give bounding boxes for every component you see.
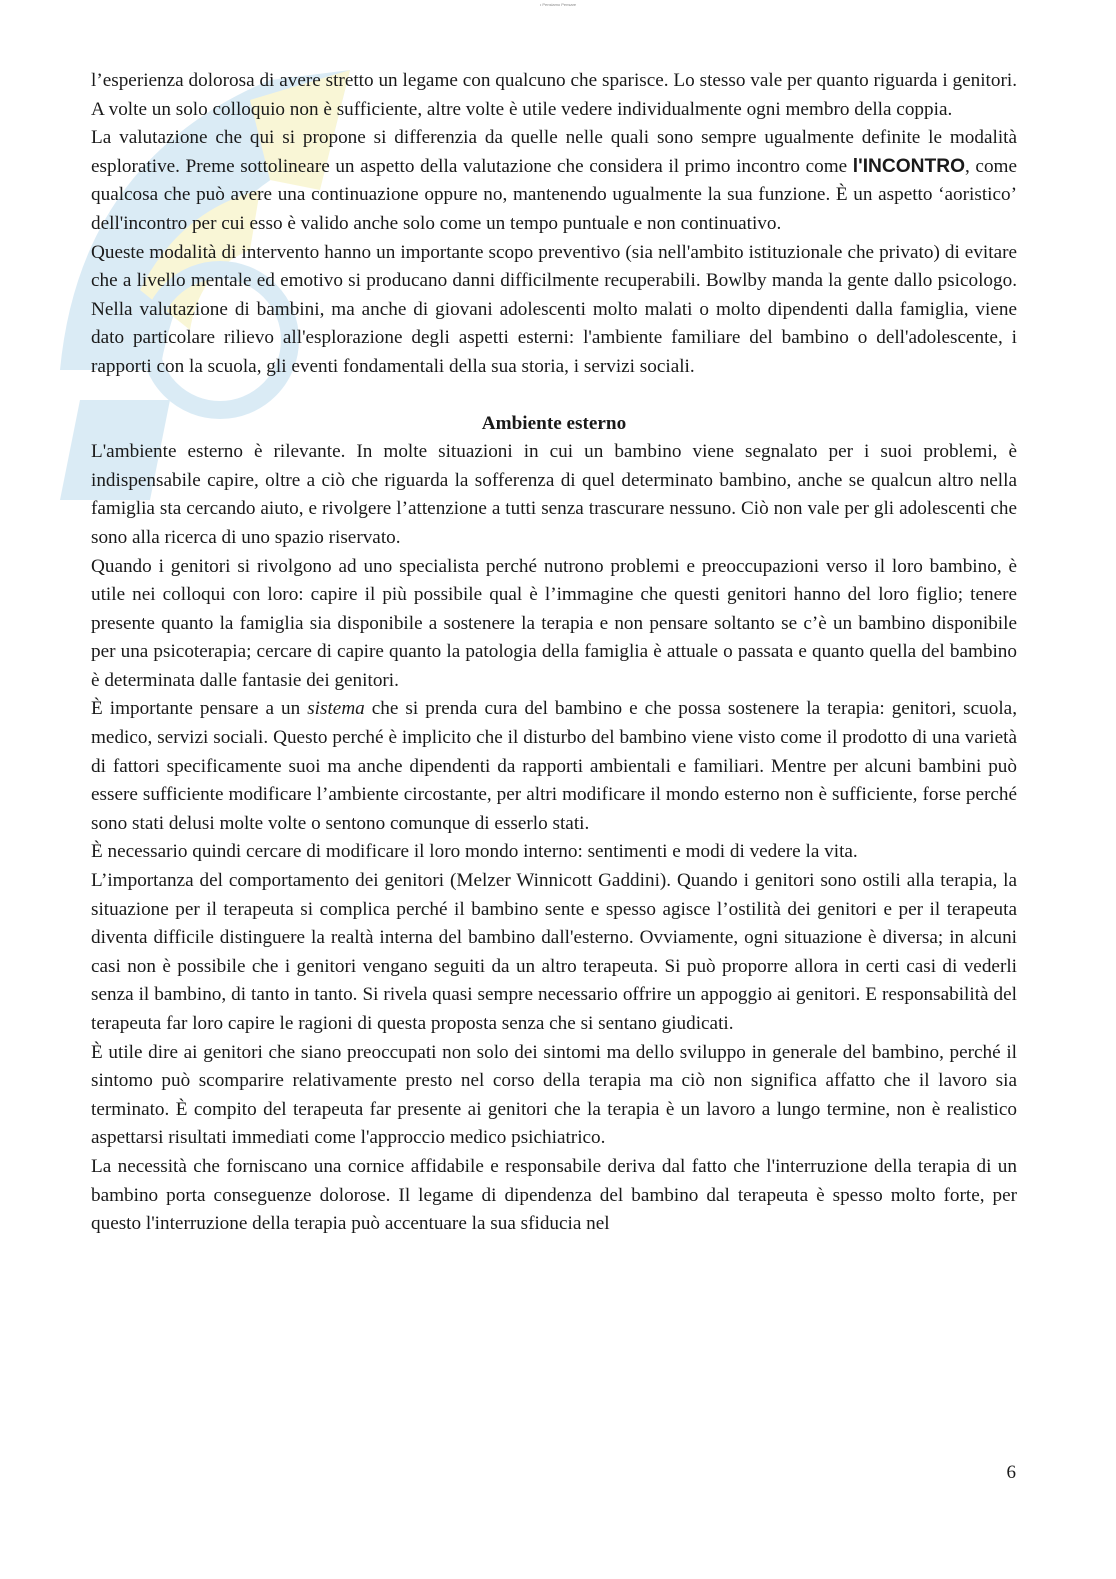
document-body <box>91 67 1017 1239</box>
header-mark: • Pensiamo Pensare <box>539 2 577 7</box>
section-paragraph-1: L'ambiente esterno è rilevante. In molte situazioni in cui un bambino viene segnalato per i suoi problemi, è indispensabile capire, oltre a ciò che riguarda la sofferenza di quel determinato bambino, anche se qualcun altro nella famiglia sta cercando aiuto, e rivolgere l’attenzione a tutti senza trascurare nessuno. Ciò non vale per gli adolescenti che sono alla ricerca di uno spazio riservato. <box>91 441 1017 548</box>
emphasis-incontro: l'INCONTRO <box>852 155 966 177</box>
section-paragraph-3: È importante pensare a un sistema che si prenda cura del bambino e che possa sostenere la terapia: genitori, scuola, medico, servizi sociali. Questo perché è implicito che il disturbo del bambino viene visto come il prodotto di una varietà di fattori specificamente suoi ma anche dipendenti da rapporti ambientali e familiari. Mentre per alcuni bambini può essere sufficiente modificare l’ambiente circostante, per altri modificare il mondo esterno non è sufficiente, forse perché sono stati delusi molte volte o sentono comunque di esserlo stati. <box>91 698 1017 834</box>
paragraph-3: Queste modalità di intervento hanno un importante scopo preventivo (sia nell'ambito istituzionale che privato) di evitare che a livello mentale ed emotivo si producano danni difficilmente recuperabili. Bowlby manda la gente dallo psicologo. Nella valutazione di bambini, ma anche di giovani adolescenti molto malati o molto dipendenti dalla famiglia, viene dato particolare rilievo all'esplorazione degli aspetti esterni: l'ambiente familiare del bambino o dell'adolescente, i rapporti con la scuola, gli eventi fondamentali della sua storia, i servizi sociali. <box>91 241 1017 377</box>
paragraph-1: l’esperienza dolorosa di avere stretto un legame con qualcuno che sparisce. Lo stesso vale per quanto riguarda i genitori. A volte un solo colloquio non è sufficiente, altre volte è utile vedere individualmente ogni membro della coppia. <box>91 70 1017 120</box>
section-paragraph-2: Quando i genitori si rivolgono ad uno specialista perché nutrono problemi e preoccupazioni verso il loro bambino, è utile nei colloqui con loro: capire il più possibile qual è l’immagine che questi genitori hanno del loro figlio; tenere presente quanto la famiglia sia disponibile a sostenere la terapia e non pensare soltanto se c’è un bambino disponibile per una psicoterapia; cercare di capire quanto la patologia della famiglia è attuale o passata e quanto quella del bambino è determinata dalle fantasie dei genitori. <box>91 555 1017 691</box>
section-heading: Ambiente esterno <box>481 412 627 434</box>
section-paragraph-5: L’importanza del comportamento dei genitori (Melzer Winnicott Gaddini). Quando i genitori sono ostili alla terapia, la situazione per il terapeuta si complica perché il bambino sente e spesso agisce l’ostilità dei genitori e per il terapeuta diventa difficile distinguere la realtà interna del bambino dall'esterno. Ovviamente, ogni situazione è diversa; in alcuni casi non è possibile che i genitori vengano seguiti da un altro terapeuta. Si può proporre allora in certi casi di vederli senza il bambino, di tanto in tanto. Si rivela quasi sempre necessario offrire un appoggio ai genitori. E responsabilità del terapeuta far loro capire le ragioni di questa proposta senza che si sentano giudicati. <box>91 870 1017 1034</box>
emphasis-sistema: sistema <box>307 698 365 720</box>
page-number: 6 <box>1006 1462 1016 1483</box>
section-paragraph-6: È utile dire ai genitori che siano preoccupati non solo dei sintomi ma dello sviluppo in generale del bambino, perché il sintomo può scomparire relativamente presto nel corso della terapia ma ciò non significa affatto che il lavoro sia terminato. È compito del terapeuta far presente ai genitori che la terapia è un lavoro a lungo termine, non è realistico aspettarsi risultati immediati come l'approccio medico psichiatrico. <box>91 1041 1017 1149</box>
section-paragraph-7: La necessità che forniscano una cornice affidabile e responsabile deriva dal fatto che l'interruzione della terapia di un bambino porta conseguenze dolorose. Il legame di dipendenza del bambino dal terapeuta è spesso molto forte, per questo l'interruzione della terapia può accentuare la sua sfiducia nel <box>91 1155 1017 1235</box>
paragraph-2: La valutazione che qui si propone si differenzia da quelle nelle quali sono sempre ugualmente definite le modalità esplorative. Preme sottolineare un aspetto della valutazione che considera il primo incontro come l'INCONTRO, come qualcosa che può avere una continuazione oppure no, mantenendo ugualmente la sua funzione. È un aspetto ‘aoristico’ dell'incontro per cui esso è valido anche solo come un tempo puntuale e non continuativo. <box>91 127 1017 234</box>
section-paragraph-4: È necessario quindi cercare di modificare il loro mondo interno: sentimenti e modi di vedere la vita. <box>91 841 858 863</box>
